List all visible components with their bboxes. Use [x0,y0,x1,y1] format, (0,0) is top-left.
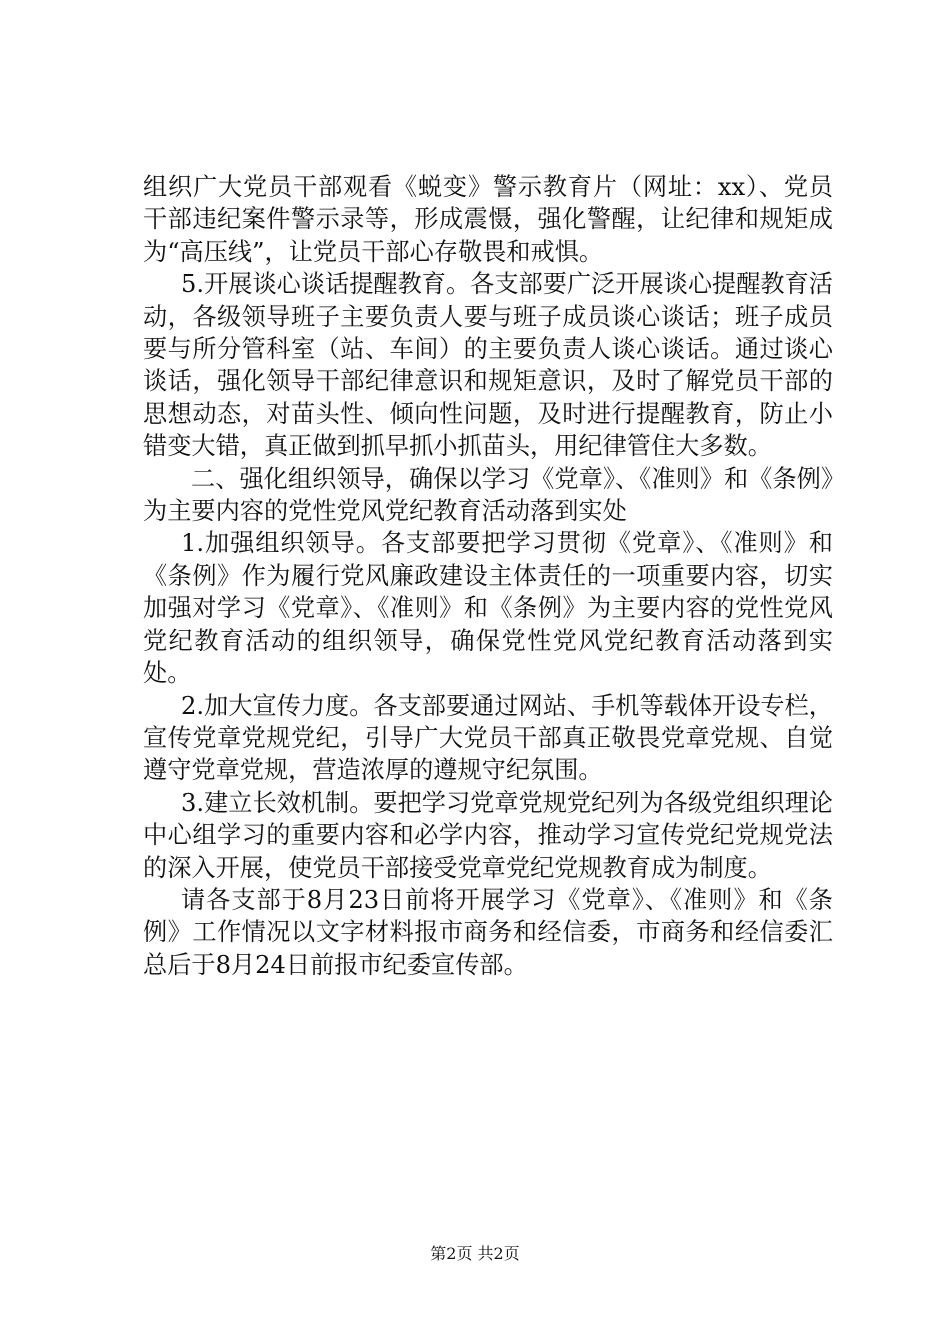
paragraph-item-2: 2.加大宣传力度。各支部要通过网站、手机等载体开设专栏，宣传党章党规党纪，引导广大党员干部真正敬畏党章党规、自觉遵守党章党规，营造浓厚的遵规守纪氛围。 [143,691,833,785]
page-number-footer: 第2页 共2页 [430,1244,520,1263]
paragraph-item-3: 3.建立长效机制。要把学习党章党规党纪列为各级党组织理论中心组学习的重要内容和必学内容，推动学习宣传党纪党规党法的深入开展，使党员干部接受党章党纪党规教育成为制度。 [143,788,833,882]
section-heading-2: 二、强化组织领导，确保以学习《党章》、《准则》和《条例》为主要内容的党性党风党纪教育活动落到实处 [143,464,833,526]
paragraph-item-1: 1.加强组织领导。各支部要把学习贯彻《党章》、《准则》和《条例》作为履行党风廉政建设主体责任的一项重要内容，切实加强对学习《党章》、《准则》和《条例》为主要内容的党性党风党纪教育活动的组织领导，确保党性党风党纪教育活动落到实处。 [143,529,833,688]
paragraph-item-5: 5.开展谈心谈话提醒教育。各支部要广泛开展谈心提醒教育活动，各级领导班子主要负责人要与班子成员谈心谈话；班子成员要与所分管科室（站、车间）的主要负责人谈心谈话。通过谈心谈话，强化领导干部纪律意识和规矩意识，及时了解党员干部的思想动态，对苗头性、倾向性问题，及时进行提醒教育，防止小错变大错，真正做到抓早抓小抓苗头，用纪律管住大多数。 [143,270,833,461]
paragraph-closing-request: 请各支部于8月23日前将开展学习《党章》、《准则》和《条例》工作情况以文字材料报市商务和经信委，市商务和经信委汇总后于8月24日前报市纪委宣传部。 [143,885,833,979]
paragraph-continuation: 组织广大党员干部观看《蜕变》警示教育片（网址：xx）、党员干部违纪案件警示录等，形成震慑，强化警醒，让纪律和规矩成为“高压线”，让党员干部心存敬畏和戒惧。 [143,173,833,266]
document-body [143,171,833,981]
